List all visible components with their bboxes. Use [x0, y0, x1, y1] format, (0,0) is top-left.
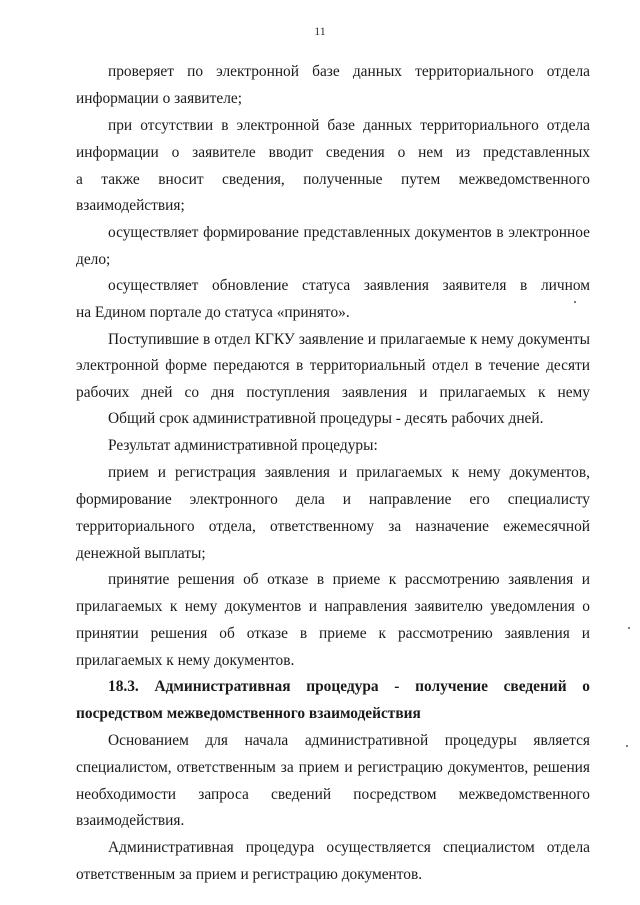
- text-line: территориального отдела, ответственному за назначение ежемесячной: [76, 518, 590, 535]
- page-number: 11: [314, 24, 326, 38]
- section-heading-line: 18.3. Административная процедура - получение сведений о: [108, 678, 590, 695]
- text-line: а также вносит сведения, полученные путем межведомственного: [76, 171, 590, 188]
- text-line: Поступившие в отдел КГКУ заявление и прилагаемые к нему документы: [108, 331, 590, 348]
- text-line: рабочих дней со дня поступления заявления и прилагаемых к нему: [76, 384, 590, 401]
- text-line: информации о заявителе вводит сведения о нем из представленных: [76, 144, 590, 161]
- text-line: проверяет по электронной базе данных территориального отдела: [108, 63, 590, 80]
- text-line: дело;: [76, 251, 111, 268]
- text-line: специалистом, ответственным за прием и регистрацию документов, решения: [76, 759, 590, 776]
- text-line: принятие решения об отказе в приеме к рассмотрению заявления и: [108, 571, 590, 588]
- text-line: прилагаемых к нему документов и направления заявителю уведомления о: [76, 598, 590, 615]
- text-line: Основанием для начала административной процедуры является: [108, 732, 590, 749]
- text-line: электронной форме передаются в территориальный отдел в течение десяти: [76, 357, 590, 374]
- text-line: Общий срок административной процедуры - десять рабочих дней.: [108, 410, 544, 427]
- text-line: взаимодействия;: [76, 197, 185, 214]
- scan-speck: [628, 627, 630, 629]
- text-line: принятии решения об отказе в приеме к рассмотрению заявления и: [76, 625, 590, 642]
- text-line: взаимодействия.: [76, 812, 185, 829]
- text-line: формирование электронного дела и направление его специалисту: [76, 491, 590, 508]
- scan-speck: [574, 301, 576, 303]
- scan-speck: [626, 745, 628, 747]
- text-line: осуществляет обновление статуса заявления заявителя в личном: [108, 277, 590, 294]
- text-line: ответственным за прием и регистрацию документов.: [76, 866, 423, 883]
- text-line: Административная процедура осуществляется специалистом отдела: [108, 839, 590, 856]
- text-line: информации о заявителе;: [76, 90, 243, 107]
- text-line: на Едином портале до статуса «принято».: [76, 304, 350, 321]
- section-heading-line: посредством межведомственного взаимодействия: [76, 705, 421, 722]
- text-line: осуществляет формирование представленных документов в электронное: [108, 224, 590, 241]
- text-line: при отсутствии в электронной базе данных территориального отдела: [108, 117, 590, 134]
- text-line: денежной выплаты;: [76, 545, 206, 562]
- text-line: необходимости запроса сведений посредством межведомственного: [76, 786, 590, 803]
- text-line: прилагаемых к нему документов.: [76, 652, 295, 669]
- text-line: прием и регистрация заявления и прилагаемых к нему документов,: [108, 464, 590, 481]
- text-line: Результат административной процедуры:: [108, 437, 378, 454]
